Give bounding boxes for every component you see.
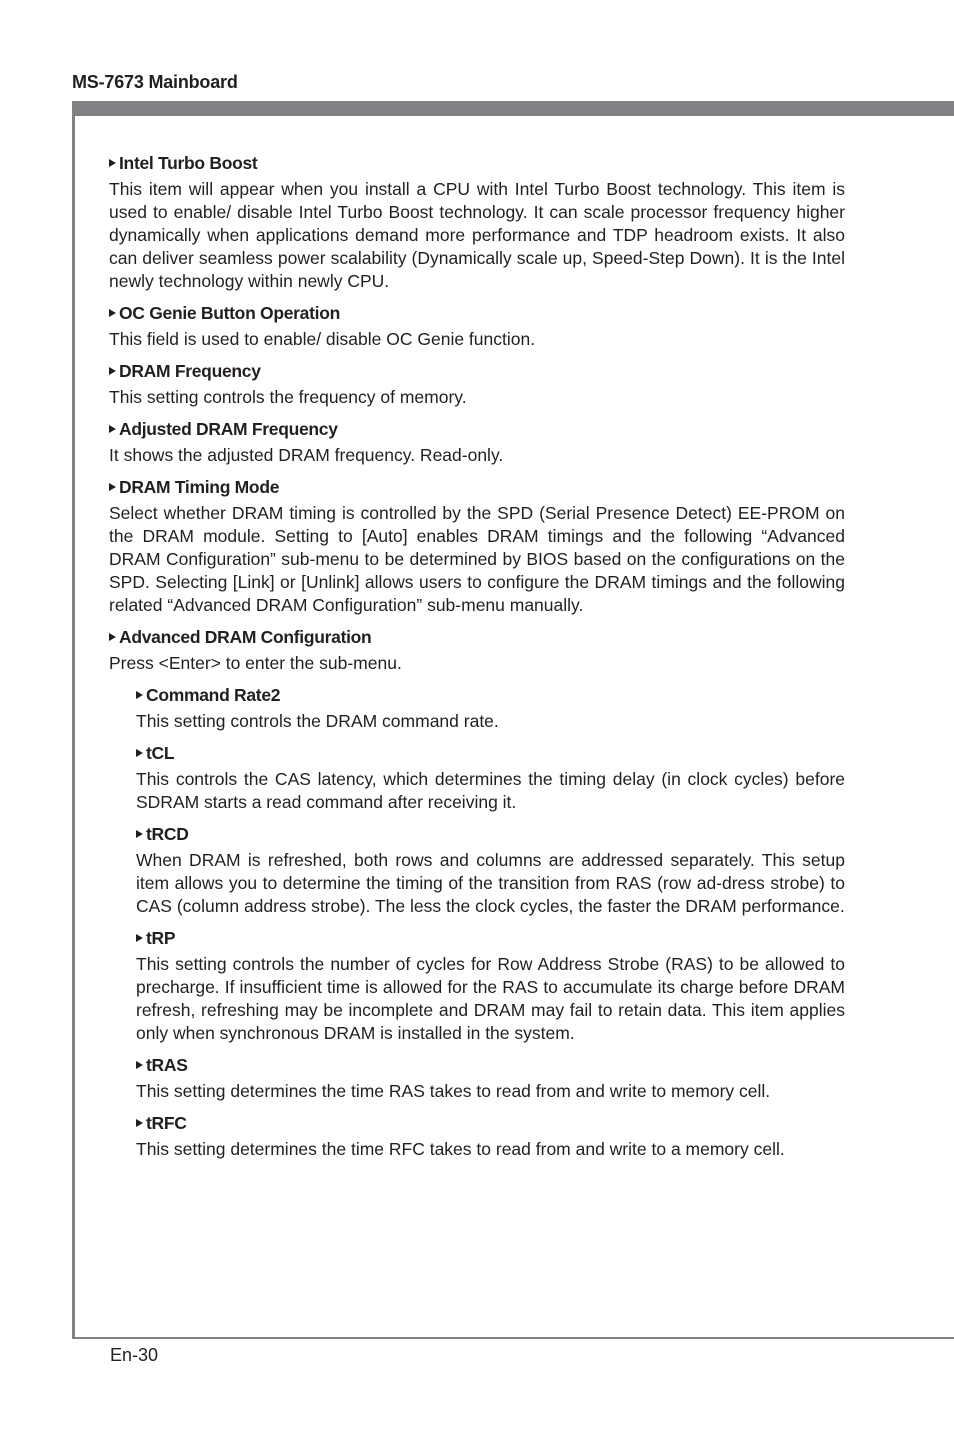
triangle-right-icon [109, 425, 116, 433]
triangle-right-icon [136, 1119, 143, 1127]
subsection-body: This setting determines the time RAS takes to read from and write to memory cell. [136, 1081, 771, 1101]
subsection-body: This setting determines the time RFC takes to read from and write to a memory cell. [136, 1139, 785, 1159]
content-area [109, 152, 845, 1170]
subsection-heading [136, 823, 845, 846]
section-dram-frequency [109, 360, 845, 409]
section-heading [109, 626, 845, 649]
page-number: En-30 [110, 1345, 159, 1365]
subsection-heading [136, 684, 845, 707]
section-heading [109, 476, 845, 499]
subsection-title: tCL [146, 743, 175, 763]
section-dram-timing-mode [109, 476, 845, 617]
triangle-right-icon [136, 691, 143, 699]
subsection-command-rate2 [136, 684, 845, 733]
section-title: DRAM Timing Mode [119, 477, 280, 497]
triangle-right-icon [136, 830, 143, 838]
subsection-body: When DRAM is refreshed, both rows and columns are addressed separately. This setup item allows you to determine the timing of the transition from RAS (row ad-dress strobe) to CAS (column address strobe). The less the clock cycles, the faster the DRAM performance. [136, 850, 845, 916]
triangle-right-icon [109, 309, 116, 317]
section-title: Adjusted DRAM Frequency [119, 419, 338, 439]
triangle-right-icon [136, 1061, 143, 1069]
triangle-right-icon [136, 749, 143, 757]
section-heading [109, 360, 845, 383]
subsection-body: This controls the CAS latency, which determines the timing delay (in clock cycles) before SDRAM starts a read command after receiving it. [136, 769, 845, 812]
section-body: This field is used to enable/ disable OC Genie function. [109, 329, 536, 349]
subsection-body: This setting controls the number of cycles for Row Address Strobe (RAS) to be allowed to precharge. If insufficient time is allowed for the RAS to accumulate its charge before DRAM refresh, refreshing may be incomplete and DRAM may fail to retain data. This item applies only when synchronous DRAM is installed in the system. [136, 954, 845, 1043]
section-title: Intel Turbo Boost [119, 153, 258, 173]
triangle-right-icon [136, 934, 143, 942]
section-intel-turbo-boost [109, 152, 845, 293]
section-title: Advanced DRAM Configuration [119, 627, 372, 647]
subsection-heading [136, 1054, 845, 1077]
subsection-heading [136, 1112, 845, 1135]
section-heading [109, 152, 845, 175]
bottom-border-rule [72, 1337, 954, 1339]
section-title: DRAM Frequency [119, 361, 261, 381]
triangle-right-icon [109, 483, 116, 491]
subsection-title: Command Rate2 [146, 685, 281, 705]
subsection-tras [136, 1054, 845, 1103]
section-body: This item will appear when you install a CPU with Intel Turbo Boost technology. This item is used to enable/ disable Intel Turbo Boost technology. It can scale processor frequency higher dynamically when applications demand more performance and TDP headroom exists. It also can deliver seamless power scalability (Dynamically scale up, Speed-Step Down). It is the Intel newly technology within newly CPU. [109, 179, 845, 291]
subsection-title: tRCD [146, 824, 189, 844]
triangle-right-icon [109, 633, 116, 641]
subsection-heading [136, 927, 845, 950]
triangle-right-icon [109, 159, 116, 167]
section-adjusted-dram-frequency [109, 418, 845, 467]
header-bar [72, 101, 954, 116]
left-border-rule [72, 101, 75, 1339]
section-body: Select whether DRAM timing is controlled by the SPD (Serial Presence Detect) EE-PROM on the DRAM module. Setting to [Auto] enables DRAM timings and the following “Advanced DRAM Configuration” sub-menu to be determined by BIOS based on the configurations on the SPD. Selecting [Link] or [Unlink] allows users to configure the DRAM timings and the following related “Advanced DRAM Configuration” sub-menu manually. [109, 503, 845, 615]
subsection-body: This setting controls the DRAM command rate. [136, 711, 499, 731]
subsection-trfc [136, 1112, 845, 1161]
section-body: It shows the adjusted DRAM frequency. Read-only. [109, 445, 504, 465]
subsection-title: tRAS [146, 1055, 188, 1075]
section-advanced-dram-configuration [109, 626, 845, 675]
subsection-tcl [136, 742, 845, 814]
section-heading [109, 302, 845, 325]
section-title: OC Genie Button Operation [119, 303, 340, 323]
section-body: This setting controls the frequency of memory. [109, 387, 467, 407]
subsection-title: tRFC [146, 1113, 187, 1133]
subsection-heading [136, 742, 845, 765]
section-heading [109, 418, 845, 441]
section-oc-genie-button-operation [109, 302, 845, 351]
subsection-trp [136, 927, 845, 1045]
subsection-trcd [136, 823, 845, 918]
triangle-right-icon [109, 367, 116, 375]
page-header-title: MS-7673 Mainboard [72, 72, 238, 92]
section-body: Press <Enter> to enter the sub-menu. [109, 653, 402, 673]
subsection-title: tRP [146, 928, 176, 948]
